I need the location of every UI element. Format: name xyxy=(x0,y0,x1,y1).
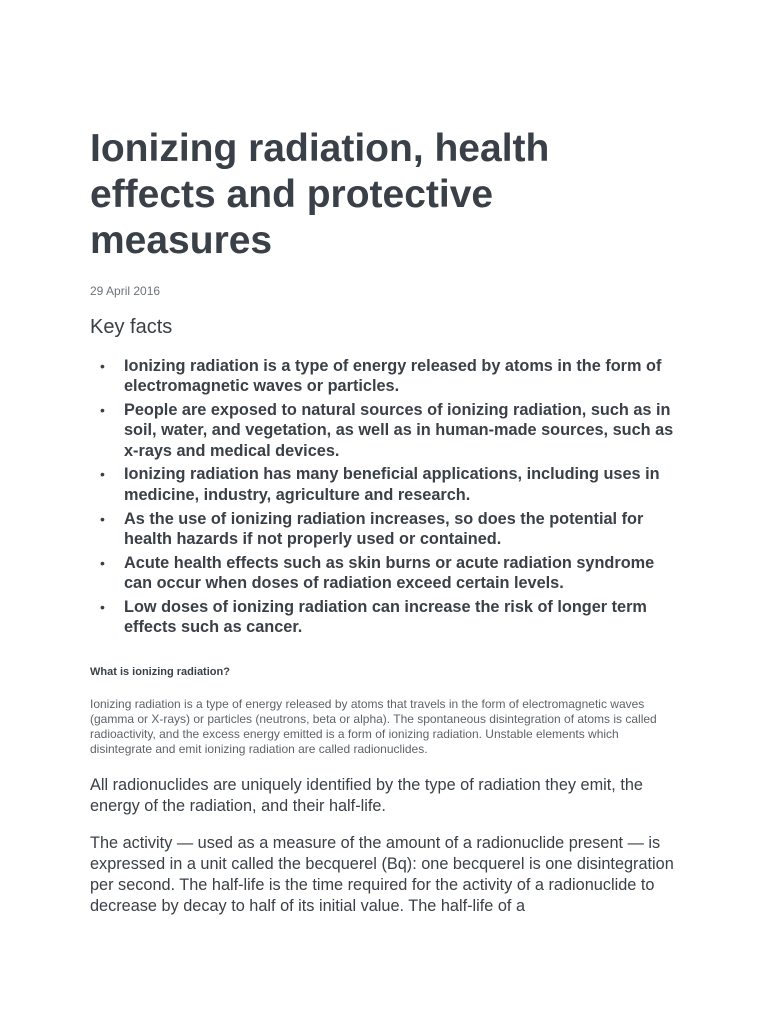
section-heading: What is ionizing radiation? xyxy=(90,666,230,678)
bullet-icon: • xyxy=(100,598,105,615)
page-title: Ionizing radiation, health effects and protective measures xyxy=(90,127,550,262)
body-paragraph: All radionuclides are uniquely identified by the type of radiation they emit, the energy of the radiation, and their half-life. xyxy=(90,776,643,815)
publish-date: 29 April 2016 xyxy=(90,284,161,298)
key-facts-list xyxy=(90,356,682,641)
bullet-icon: • xyxy=(100,554,105,571)
key-fact-text: Ionizing radiation is a type of energy released by atoms in the form of electromagnetic waves or particles. xyxy=(124,357,662,396)
body-paragraph: The activity — used as a measure of the amount of a radionuclide present — is expressed in a unit called the becquerel (Bq): one becquerel is one disintegration per second. The half-life is the time required for the activity of a radionuclide to decrease by decay to half of its initial value. The half-life of a xyxy=(90,834,674,915)
key-fact-text: People are exposed to natural sources of ionizing radiation, such as in soil, water, and vegetation, as well as in human-made sources, such as x-rays and medical devices. xyxy=(124,401,674,460)
key-facts-heading: Key facts xyxy=(90,316,173,338)
key-fact-text: As the use of ionizing radiation increases, so does the potential for health hazards if not properly used or contained. xyxy=(124,509,644,548)
key-fact-item xyxy=(100,356,682,397)
key-fact-item xyxy=(100,464,682,505)
key-fact-text: Ionizing radiation has many beneficial applications, including uses in medicine, industry, agriculture and research. xyxy=(124,465,660,504)
section-intro-paragraph: Ionizing radiation is a type of energy released by atoms that travels in the form of electromagnetic waves (gamma or X-rays) or particles (neutrons, beta or alpha). The spontaneous disintegration of atoms is called radioactivity, and the excess energy emitted is a form of ionizing radiation. Unstable elements which disintegrate and emit ionizing radiation are called radionuclides. xyxy=(90,697,657,756)
bullet-icon: • xyxy=(100,466,105,483)
key-fact-text: Acute health effects such as skin burns or acute radiation syndrome can occur when doses of radiation exceed certain levels. xyxy=(124,553,655,592)
key-fact-item xyxy=(100,400,682,461)
key-fact-item xyxy=(100,553,682,594)
bullet-icon: • xyxy=(100,402,105,419)
bullet-icon: • xyxy=(100,510,105,527)
key-fact-item xyxy=(100,509,682,550)
key-fact-text: Low doses of ionizing radiation can increase the risk of longer term effects such as cancer. xyxy=(124,597,647,637)
key-fact-item xyxy=(100,597,682,638)
bullet-icon: • xyxy=(100,358,105,374)
